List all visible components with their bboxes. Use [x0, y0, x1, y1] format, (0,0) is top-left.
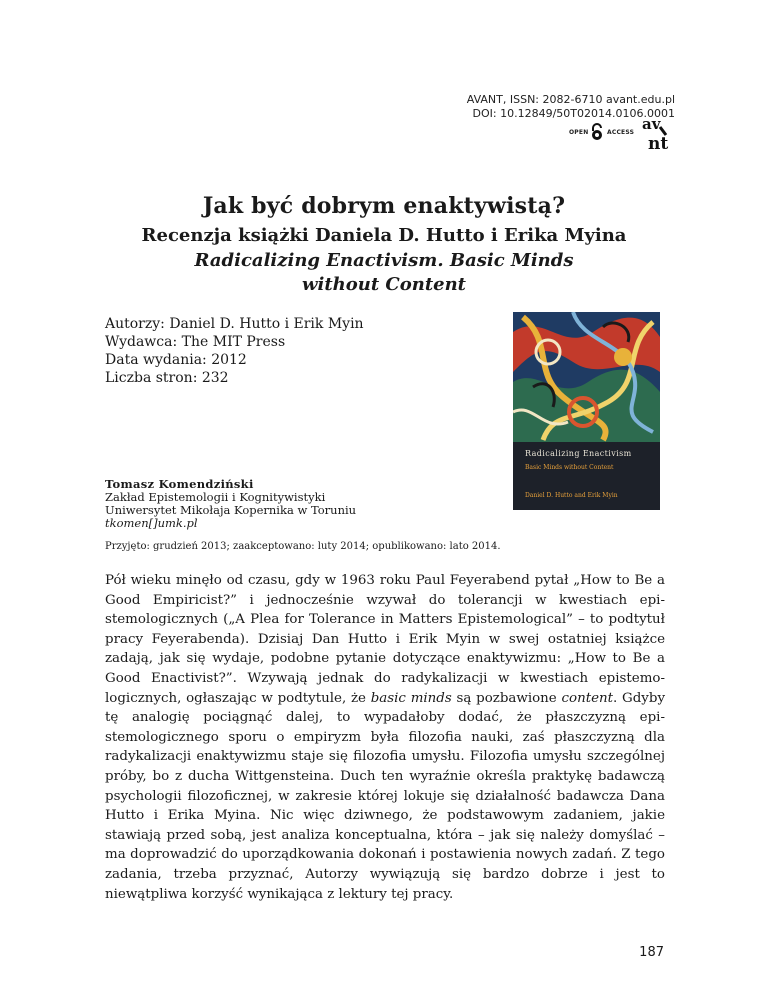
meta-date: Data wydania: 2012 — [105, 352, 247, 368]
page-number: 187 — [639, 945, 664, 960]
avant-logo-icon — [640, 115, 676, 153]
review-subtitle: Recenzja książki Daniela D. Hutto i Erika Myina — [141, 225, 627, 246]
body-text-3: . Gdyby tę analogię pociągnąć dalej, to wypadałoby dodać, że płaszczyzną epistemologicznego sporu o empiryzm była filozofia nauki, zaś płaszczyzną dla radykalizacji enaktywizmu staje się filozofia umysłu. Filozofia umysłu szczególnej próby, bo z ducha Wittgensteina. Duch ten wyraźnie określa praktykę badawczą psychologii filozoficznej, w zakresie której lokuje się działalność badawcza Dana Hutto i Erika Myina. Nic więc dziwnego, że podstawowym zadaniem, jakie stawiają przed sobą, jest analiza konceptualna, która – jak się należy domyślać – ma doprowadzić do uporządkowania dokonań i postawienia nowych zadań. Z tego zadania, trzeba przyznać, Autorzy wywiązują się bardzo dobrze i jest to niewątpliwa korzyść wynikająca z lektury tej pracy. — [105, 690, 666, 902]
cover-authors: Daniel D. Hutto and Erik Myin — [525, 492, 618, 499]
page-title: Jak być dobrym enaktywistą? — [202, 193, 566, 219]
book-title-line-1: Radicalizing Enactivism. Basic Minds — [194, 250, 574, 271]
publication-dates: Przyjęto: grudzień 2013; zaakceptowano: luty 2014; opublikowano: lato 2014. — [105, 541, 501, 552]
author-name: Tomasz Komendziński — [105, 477, 254, 491]
book-cover — [513, 312, 660, 510]
author-email: tkomen[]umk.pl — [105, 516, 198, 530]
meta-pages: Liczba stron: 232 — [105, 370, 229, 386]
author-department: Zakład Epistemologii i Kognitywistyki — [105, 490, 326, 504]
body-text-2: są pozbawione — [451, 690, 562, 706]
cover-artwork — [513, 312, 660, 442]
author-block — [105, 478, 356, 530]
author-university: Uniwersytet Mikołaja Kopernika w Toruniu — [105, 503, 357, 517]
book-title — [0, 249, 768, 297]
svg-text:av: av — [642, 115, 661, 133]
cover-subtitle: Basic Minds without Content — [525, 464, 614, 471]
cover-title: Radicalizing Enactivism — [525, 449, 632, 458]
body-emphasis-basic-minds: basic minds — [370, 690, 452, 706]
meta-publisher: Wydawca: The MIT Press — [105, 334, 286, 350]
issn-line: AVANT, ISSN: 2082-6710 avant.edu.pl — [466, 93, 675, 106]
open-access-badge — [569, 121, 639, 143]
svg-text:nt: nt — [648, 134, 669, 153]
access-label: ACCESS — [607, 129, 635, 136]
body-text-1: Pół wieku minęło od czasu, gdy w 1963 roku Paul Feyerabend pytał „How to Be a Good Empiricist?” i jednocześnie wzywał do tolerancji w kwestiach epistemologicznych („A Plea for Tolerance in Matters Epistemological” – to podtytuł pracy Feyerabenda). Dzisiaj Dan Hutto i Erik Myin w swej ostatniej książce zadają, jak się wydaje, podobne pytanie dotyczące enaktywizmu: „How to Be a Good Enactivist?”. Wzywają jednak do radykalizacji w kwestiach epistemologicznych, ogłaszając w podtytule, że — [105, 573, 665, 706]
open-access-lock-icon — [590, 123, 604, 143]
body-emphasis-content: content — [561, 690, 614, 706]
doi-line: DOI: 10.12849/50T02014.0106.0001 — [472, 107, 675, 120]
book-metadata — [105, 315, 364, 387]
book-title-line-2: without Content — [302, 274, 466, 295]
meta-authors: Autorzy: Daniel D. Hutto i Erik Myin — [105, 316, 364, 332]
body-paragraph — [105, 571, 665, 904]
open-label: OPEN — [569, 129, 589, 136]
